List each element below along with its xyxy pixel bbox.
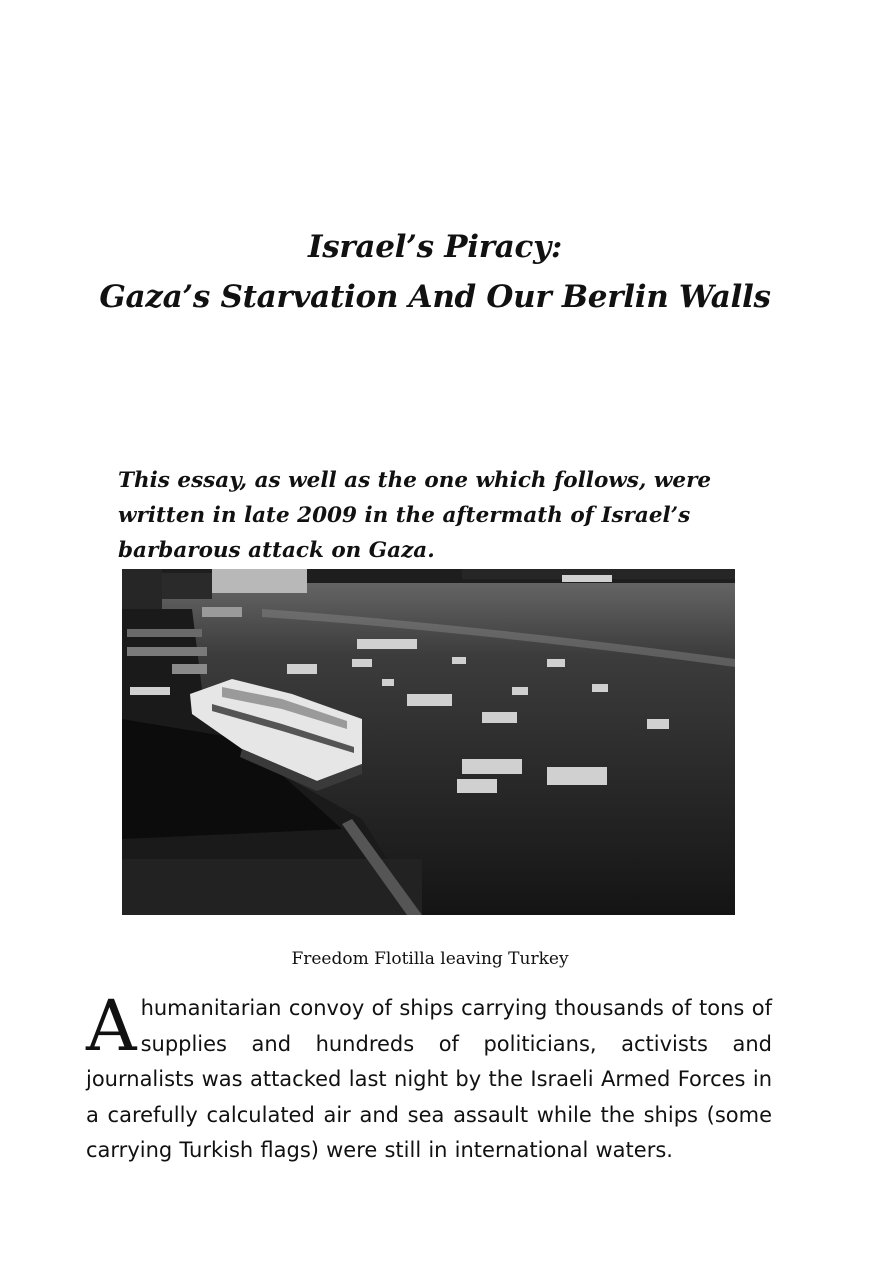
drop-cap: A <box>86 985 137 1067</box>
photo-caption: Freedom Flotilla leaving Turkey <box>291 949 569 969</box>
title-line-2: Gaza’s Starvation And Our Berlin Walls <box>99 279 771 315</box>
body-paragraph <box>86 985 772 1169</box>
title-line-1: Israel’s Piracy: <box>308 229 562 265</box>
flotilla-photo <box>122 569 735 915</box>
intro-note: This essay, as well as the one which follows, were written in late 2009 in the aftermath of Israel’s barbarous attack on Gaza. <box>118 468 712 563</box>
page-title <box>0 222 870 322</box>
body-text: humanitarian convoy of ships carrying thousands of tons of supplies and hundreds of politicians, activists and journalists was attacked last night by the Israeli Armed Forces in a carefully calculated air and sea assault while the ships (some carrying Turkish flags) were still in international waters. <box>86 996 772 1162</box>
